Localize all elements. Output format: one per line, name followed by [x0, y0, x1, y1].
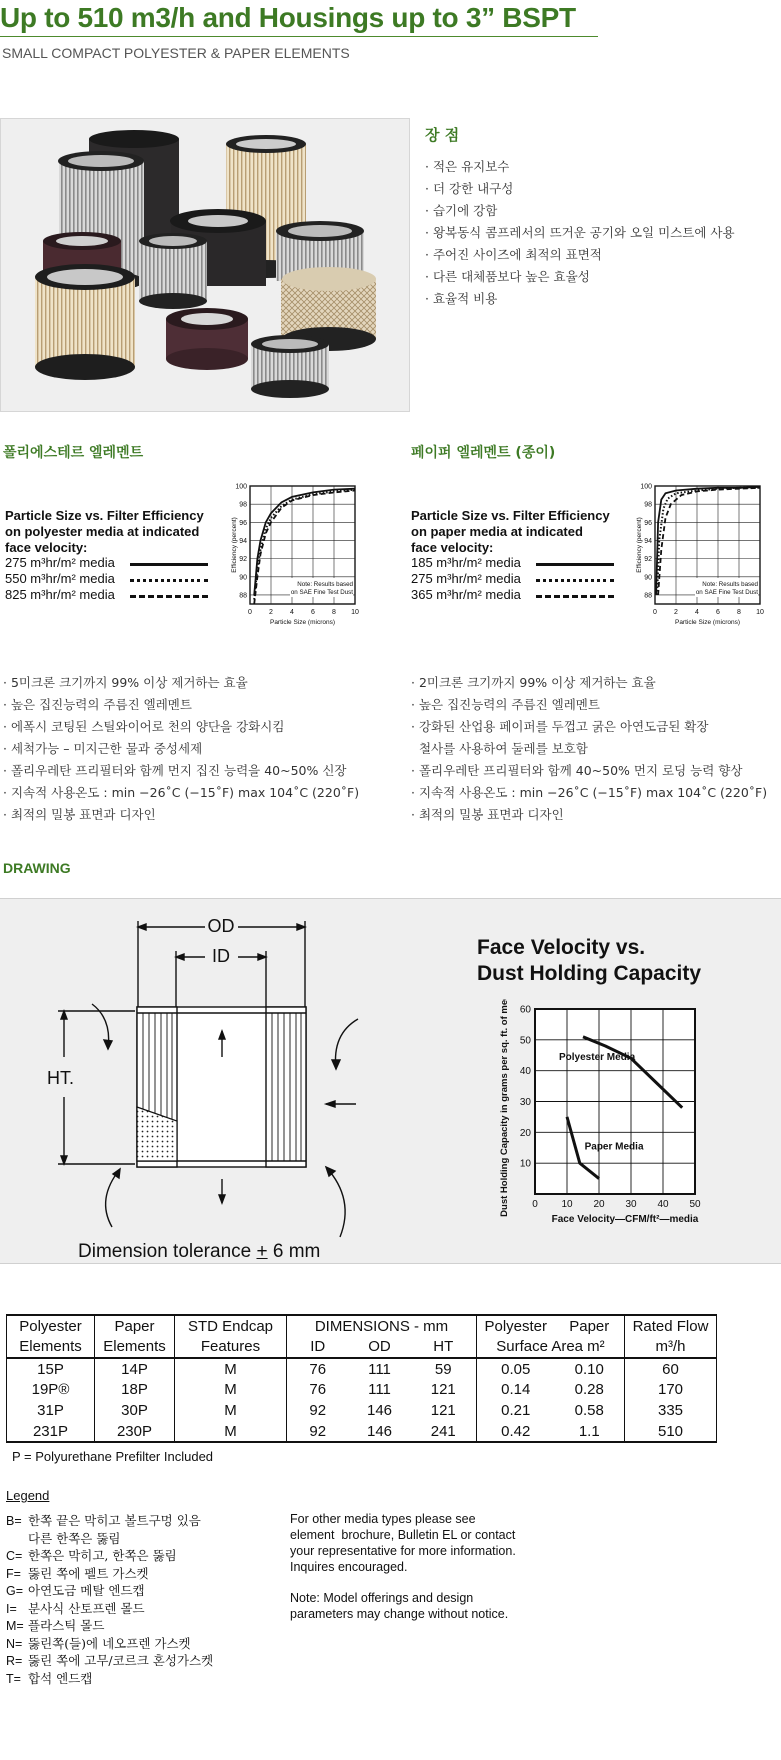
- legend-text: 뚫린쪽(들)에 네오프렌 가스켓: [28, 1635, 191, 1651]
- paper-features: [411, 672, 767, 826]
- element-dimension-drawing: [0, 899, 470, 1239]
- col-header: ID: [287, 1336, 349, 1358]
- legend-label: 275 m³hr/m² media: [5, 555, 115, 570]
- table-cell: 59: [411, 1358, 477, 1379]
- legend-key: N=: [6, 1636, 23, 1651]
- legend-entry: [5, 587, 115, 603]
- feature-item: · 폴리우레탄 프리필터와 함께 40~50% 먼지 로딩 능력 향상: [411, 763, 743, 778]
- legend-entry: [5, 555, 115, 571]
- legend-label: 275 m³hr/m² media: [411, 571, 521, 586]
- advantages-title: 장 점: [425, 126, 460, 144]
- col-header: Elements: [95, 1336, 175, 1358]
- x-tick-label: 0: [248, 609, 252, 616]
- advantages-list: [425, 156, 735, 310]
- note-line: Inquires encouraged.: [290, 1560, 408, 1574]
- caption-line: on polyester media at indicated: [5, 524, 200, 539]
- table-cell: 92: [309, 1402, 327, 1419]
- paper-efficiency-chart: [635, 478, 781, 648]
- col-header: Polyester: [477, 1315, 555, 1336]
- caption-line: Particle Size vs. Filter Efficiency: [411, 508, 610, 523]
- element-spec-table: [6, 1314, 717, 1443]
- x-tick-label: 10: [756, 609, 764, 616]
- y-tick-label: 40: [519, 1066, 531, 1078]
- advantage-item: · 다른 대체품보다 높은 효율성: [425, 269, 590, 284]
- page-subtitle: SMALL COMPACT POLYESTER & PAPER ELEMENTS: [2, 45, 350, 61]
- feature-item: · 높은 집진능력의 주름진 엘레멘트: [411, 697, 600, 712]
- title-line: Dust Holding Capacity: [477, 962, 702, 985]
- col-header: DIMENSIONS - mm: [287, 1315, 477, 1336]
- table-cell: 0.58: [555, 1400, 625, 1421]
- table-cell: M: [175, 1421, 287, 1442]
- legend-entry: [411, 571, 521, 587]
- table-cell: 121: [411, 1400, 477, 1421]
- col-header: Rated Flow: [625, 1315, 717, 1336]
- legend-key: G=: [6, 1584, 24, 1598]
- feature-item: · 최적의 밀봉 표면과 디자인: [3, 807, 156, 822]
- paper-chart-legend: [411, 555, 521, 603]
- legend-key: C=: [6, 1549, 23, 1563]
- od-label: OD: [207, 916, 235, 936]
- chart-note: Note: Results based: [702, 581, 758, 588]
- table-cell: 146: [349, 1421, 411, 1442]
- series-label: Polyester Media: [559, 1051, 636, 1063]
- legend-text: 한쪽 끝은 막히고 볼트구멍 있음: [28, 1513, 201, 1528]
- table-cell: 15P: [7, 1358, 95, 1379]
- title-line: Face Velocity vs.: [477, 936, 646, 959]
- legend-item: [6, 1600, 213, 1618]
- table-cell: 230P: [95, 1421, 175, 1442]
- polyester-section-title: 폴리에스테르 엘레멘트: [3, 445, 144, 461]
- title-underline: [0, 36, 598, 37]
- y-tick-label: 50: [519, 1035, 531, 1047]
- col-header: Elements: [7, 1336, 95, 1358]
- table-cell: M: [175, 1358, 287, 1379]
- feature-item: · 지속적 사용온도 : min −26˚C (−15˚F) max 104˚C (220˚F): [411, 785, 768, 800]
- legend-text: 플라스틱 몰드: [28, 1618, 105, 1633]
- legend-key: M=: [6, 1619, 24, 1633]
- y-tick-label: 88: [644, 592, 652, 600]
- feature-item: · 높은 집진능력의 주름진 엘레멘트: [3, 697, 192, 712]
- x-tick-label: 4: [290, 609, 294, 616]
- media-types-note: [290, 1511, 516, 1575]
- y-tick-label: 90: [239, 574, 247, 582]
- table-row: [7, 1400, 717, 1421]
- table-cell: 92: [287, 1421, 349, 1442]
- table-cell: 170: [625, 1379, 717, 1400]
- legend-text: 아연도금 메탈 엔드캡: [28, 1583, 145, 1598]
- col-header: Polyester: [7, 1315, 95, 1336]
- feature-item: · 5미크론 크기까지 99% 이상 제거하는 효율: [3, 675, 248, 690]
- feature-item: · 세척가능 – 미지근한 물과 중성세제: [3, 741, 203, 756]
- table-cell: 0.28: [555, 1379, 625, 1400]
- dust-holding-svg: [495, 999, 725, 1259]
- legend-entry: [411, 555, 521, 571]
- chart-note: on SAE Fine Test Dust: [695, 589, 758, 596]
- table-cell: 0.10: [555, 1358, 625, 1379]
- note-line: element brochure, Bulletin EL or contact: [290, 1528, 516, 1542]
- table-cell: 0.42: [477, 1421, 555, 1442]
- x-tick-label: 10: [561, 1199, 573, 1210]
- note-line: Note: Model offerings and design: [290, 1591, 474, 1605]
- feature-item: 철사를 사용하여 둘레를 보호함: [411, 741, 588, 756]
- x-tick-label: 6: [716, 609, 720, 616]
- legend-item: [6, 1512, 213, 1530]
- table-cell: 18P: [95, 1379, 175, 1400]
- x-tick-label: 40: [657, 1199, 669, 1210]
- polyester-efficiency-chart: [230, 478, 380, 648]
- table-cell: 76: [309, 1381, 327, 1398]
- polyester-efficiency-svg: [230, 478, 380, 648]
- product-photo: [0, 118, 410, 412]
- table-cell: 30P: [95, 1400, 175, 1421]
- col-header: m³/h: [625, 1336, 717, 1358]
- table-cell: 0.21: [501, 1402, 531, 1419]
- advantage-item: · 주어진 사이즈에 최적의 표면적: [425, 247, 602, 262]
- col-header: Surface Area m²: [477, 1336, 625, 1358]
- y-axis-label: Efficiency (percent): [636, 517, 643, 573]
- table-cell: 1.1: [555, 1421, 625, 1442]
- legend-text: 다른 한쪽은 뚫림: [28, 1530, 121, 1546]
- table-row: [7, 1421, 717, 1442]
- x-tick-label: 2: [269, 609, 273, 616]
- table-header-row: [7, 1315, 717, 1336]
- y-tick-label: 10: [519, 1158, 531, 1170]
- table-cell: 111: [368, 1381, 391, 1398]
- y-tick-label: 20: [519, 1127, 531, 1139]
- table-cell: 241: [411, 1421, 477, 1442]
- solid-line-swatch: [130, 563, 208, 566]
- plus-minus-symbol: +: [256, 1241, 268, 1262]
- legend-label: 365 m³hr/m² media: [411, 587, 521, 602]
- y-tick-label: 98: [239, 501, 247, 509]
- table-row: [7, 1358, 717, 1379]
- y-tick-label: 100: [640, 483, 652, 491]
- filter-elements-image: [1, 119, 411, 413]
- feature-item: · 지속적 사용온도 : min −26˚C (−15˚F) max 104˚C (220˚F): [3, 785, 360, 800]
- legend-label: 825 m³hr/m² media: [5, 587, 115, 602]
- y-tick-label: 92: [644, 556, 652, 564]
- table-cell: 60: [625, 1358, 717, 1379]
- x-tick-label: 0: [532, 1199, 538, 1210]
- solid-line-swatch: [536, 563, 614, 566]
- note-line: parameters may change without notice.: [290, 1607, 509, 1621]
- legend-item: [6, 1652, 213, 1670]
- table-cell: 0.05: [501, 1360, 531, 1378]
- chart-note: on SAE Fine Test Dust: [290, 589, 353, 596]
- legend-key: F=: [6, 1566, 21, 1581]
- y-tick-label: 30: [519, 1097, 531, 1108]
- caption-line: face velocity:: [411, 540, 494, 555]
- feature-item: · 에폭시 코팅된 스틸와이어로 천의 양단을 강화시킴: [3, 719, 285, 734]
- ht-label: HT.: [47, 1068, 74, 1088]
- y-tick-label: 96: [644, 519, 652, 527]
- paper-section-title: 페이퍼 엘레멘트 (종이): [411, 445, 556, 461]
- legend-item: [6, 1530, 213, 1548]
- tolerance-value: 6 mm: [267, 1241, 321, 1262]
- legend-key: B=: [6, 1514, 22, 1528]
- legend-entry: [411, 587, 521, 603]
- table-cell: 335: [625, 1400, 717, 1421]
- dimension-tolerance: [78, 1241, 320, 1263]
- legend-item: [6, 1670, 213, 1688]
- y-tick-label: 90: [644, 574, 652, 582]
- paper-efficiency-svg: [635, 478, 781, 648]
- y-tick-label: 98: [644, 501, 652, 509]
- feature-item: · 폴리우레탄 프리필터와 함께 먼지 집진 능력을 40~50% 신장: [3, 763, 347, 778]
- x-tick-label: 10: [351, 609, 359, 616]
- x-tick-label: 4: [695, 609, 699, 616]
- legend-entry: [5, 571, 115, 587]
- table-footnote: P = Polyurethane Prefilter Included: [12, 1449, 214, 1464]
- col-header: OD: [349, 1336, 411, 1358]
- feature-item: · 2미크론 크기까지 99% 이상 제거하는 효율: [411, 675, 656, 690]
- dust-holding-chart: [495, 999, 725, 1259]
- feature-item: · 강화된 산업용 페이퍼를 두껍고 굵은 아연도금된 확장: [411, 719, 709, 734]
- x-tick-label: 6: [311, 609, 315, 616]
- dotted-line-swatch: [536, 579, 614, 582]
- paper-chart-caption: [411, 508, 610, 556]
- caption-line: Particle Size vs. Filter Efficiency: [5, 508, 204, 523]
- y-tick-label: 94: [239, 537, 247, 545]
- x-axis-label: Particle Size (microns): [269, 619, 336, 626]
- table-cell: 31P: [7, 1400, 95, 1421]
- x-tick-label: 8: [332, 609, 336, 616]
- advantage-item: · 더 강한 내구성: [425, 181, 514, 196]
- y-tick-label: 92: [239, 556, 247, 564]
- y-tick-label: 100: [235, 483, 247, 491]
- dotted-line-swatch: [130, 579, 208, 582]
- drawing-panel: [0, 898, 781, 1264]
- y-axis-label: Efficiency (percent): [231, 517, 238, 573]
- x-axis-label: Face Velocity—CFM/ft²—media: [551, 1214, 699, 1225]
- legend-text: 뚫린 쪽에 고무/코르크 혼성가스켓: [28, 1653, 214, 1668]
- x-tick-label: 0: [653, 609, 657, 616]
- table-cell: M: [175, 1400, 287, 1421]
- col-header: HT: [411, 1336, 477, 1358]
- legend-key: T=: [6, 1671, 21, 1686]
- legend-text: 뚫린 쪽에 펠트 가스켓: [28, 1565, 149, 1581]
- legend-text: 한쪽은 막히고, 한쪽은 뚫림: [28, 1548, 177, 1563]
- tolerance-prefix: Dimension tolerance: [78, 1241, 257, 1262]
- x-tick-label: 2: [674, 609, 678, 616]
- legend-item: [6, 1582, 213, 1600]
- legend-item: [6, 1617, 213, 1635]
- polyester-chart-legend: [5, 555, 115, 603]
- table-cell: 121: [411, 1379, 477, 1400]
- table-cell: 76: [309, 1360, 327, 1378]
- y-tick-label: 96: [239, 519, 247, 527]
- col-header: STD Endcap: [175, 1315, 287, 1336]
- table-row: [7, 1379, 717, 1400]
- polyester-features: [3, 672, 359, 826]
- col-header: Paper: [95, 1315, 175, 1336]
- model-change-note: [290, 1590, 508, 1622]
- table-cell: 14P: [95, 1358, 175, 1379]
- legend-label: 185 m³hr/m² media: [411, 555, 521, 570]
- col-header: Features: [175, 1336, 287, 1358]
- legend-item: [6, 1565, 213, 1583]
- drawing-section-title: DRAWING: [3, 860, 71, 876]
- legend-title: Legend: [6, 1488, 50, 1503]
- y-tick-label: 94: [644, 537, 652, 545]
- legend-item: [6, 1635, 213, 1653]
- advantage-item: · 왕복동식 콤프레서의 뜨거운 공기와 오일 미스트에 사용: [425, 225, 735, 240]
- advantage-item: · 효율적 비용: [425, 291, 498, 306]
- table-cell: 111: [368, 1360, 391, 1378]
- dust-holding-chart-title: [477, 935, 701, 987]
- series-label: Paper Media: [584, 1141, 644, 1153]
- table-cell: 231P: [7, 1421, 95, 1442]
- table-cell: 146: [366, 1402, 393, 1419]
- polyester-chart-caption: [5, 508, 204, 556]
- note-line: For other media types please see: [290, 1512, 476, 1526]
- page-title: Up to 510 m3/h and Housings up to 3” BSPT: [0, 2, 576, 33]
- caption-line: face velocity:: [5, 540, 88, 555]
- id-label: ID: [212, 946, 230, 966]
- legend-text: 합석 엔드캡: [28, 1670, 93, 1686]
- chart-note: Note: Results based: [297, 581, 353, 588]
- x-axis-label: Particle Size (microns): [674, 619, 741, 626]
- table-cell: 510: [625, 1421, 717, 1442]
- dashed-line-swatch: [536, 595, 614, 598]
- x-tick-label: 30: [625, 1199, 637, 1210]
- note-line: your representative for more information.: [290, 1544, 516, 1558]
- x-tick-label: 50: [689, 1199, 701, 1210]
- y-axis-label: Dust Holding Capacity in grams per sq. ft. of media: [499, 999, 510, 1217]
- advantage-item: · 적은 유지보수: [425, 159, 510, 174]
- col-header: Paper: [555, 1315, 625, 1336]
- legend-item: [6, 1547, 213, 1565]
- y-tick-label: 88: [239, 592, 247, 600]
- table-header-row: [7, 1336, 717, 1358]
- legend-key: I=: [6, 1601, 17, 1616]
- x-tick-label: 20: [593, 1199, 605, 1210]
- table-cell: 0.14: [501, 1381, 531, 1398]
- advantage-item: · 습기에 강함: [425, 203, 498, 218]
- y-tick-label: 60: [519, 1004, 531, 1016]
- dashed-line-swatch: [130, 595, 208, 598]
- table-cell: M: [175, 1379, 287, 1400]
- feature-item: · 최적의 밀봉 표면과 디자인: [411, 807, 564, 822]
- caption-line: on paper media at indicated: [411, 524, 583, 539]
- legend-key: R=: [6, 1654, 23, 1668]
- endcap-legend-list: [6, 1512, 213, 1687]
- table-cell: 19P®: [7, 1379, 95, 1400]
- x-tick-label: 8: [737, 609, 741, 616]
- legend-text: 분사식 산토프렌 몰드: [28, 1600, 145, 1616]
- legend-label: 550 m³hr/m² media: [5, 571, 115, 586]
